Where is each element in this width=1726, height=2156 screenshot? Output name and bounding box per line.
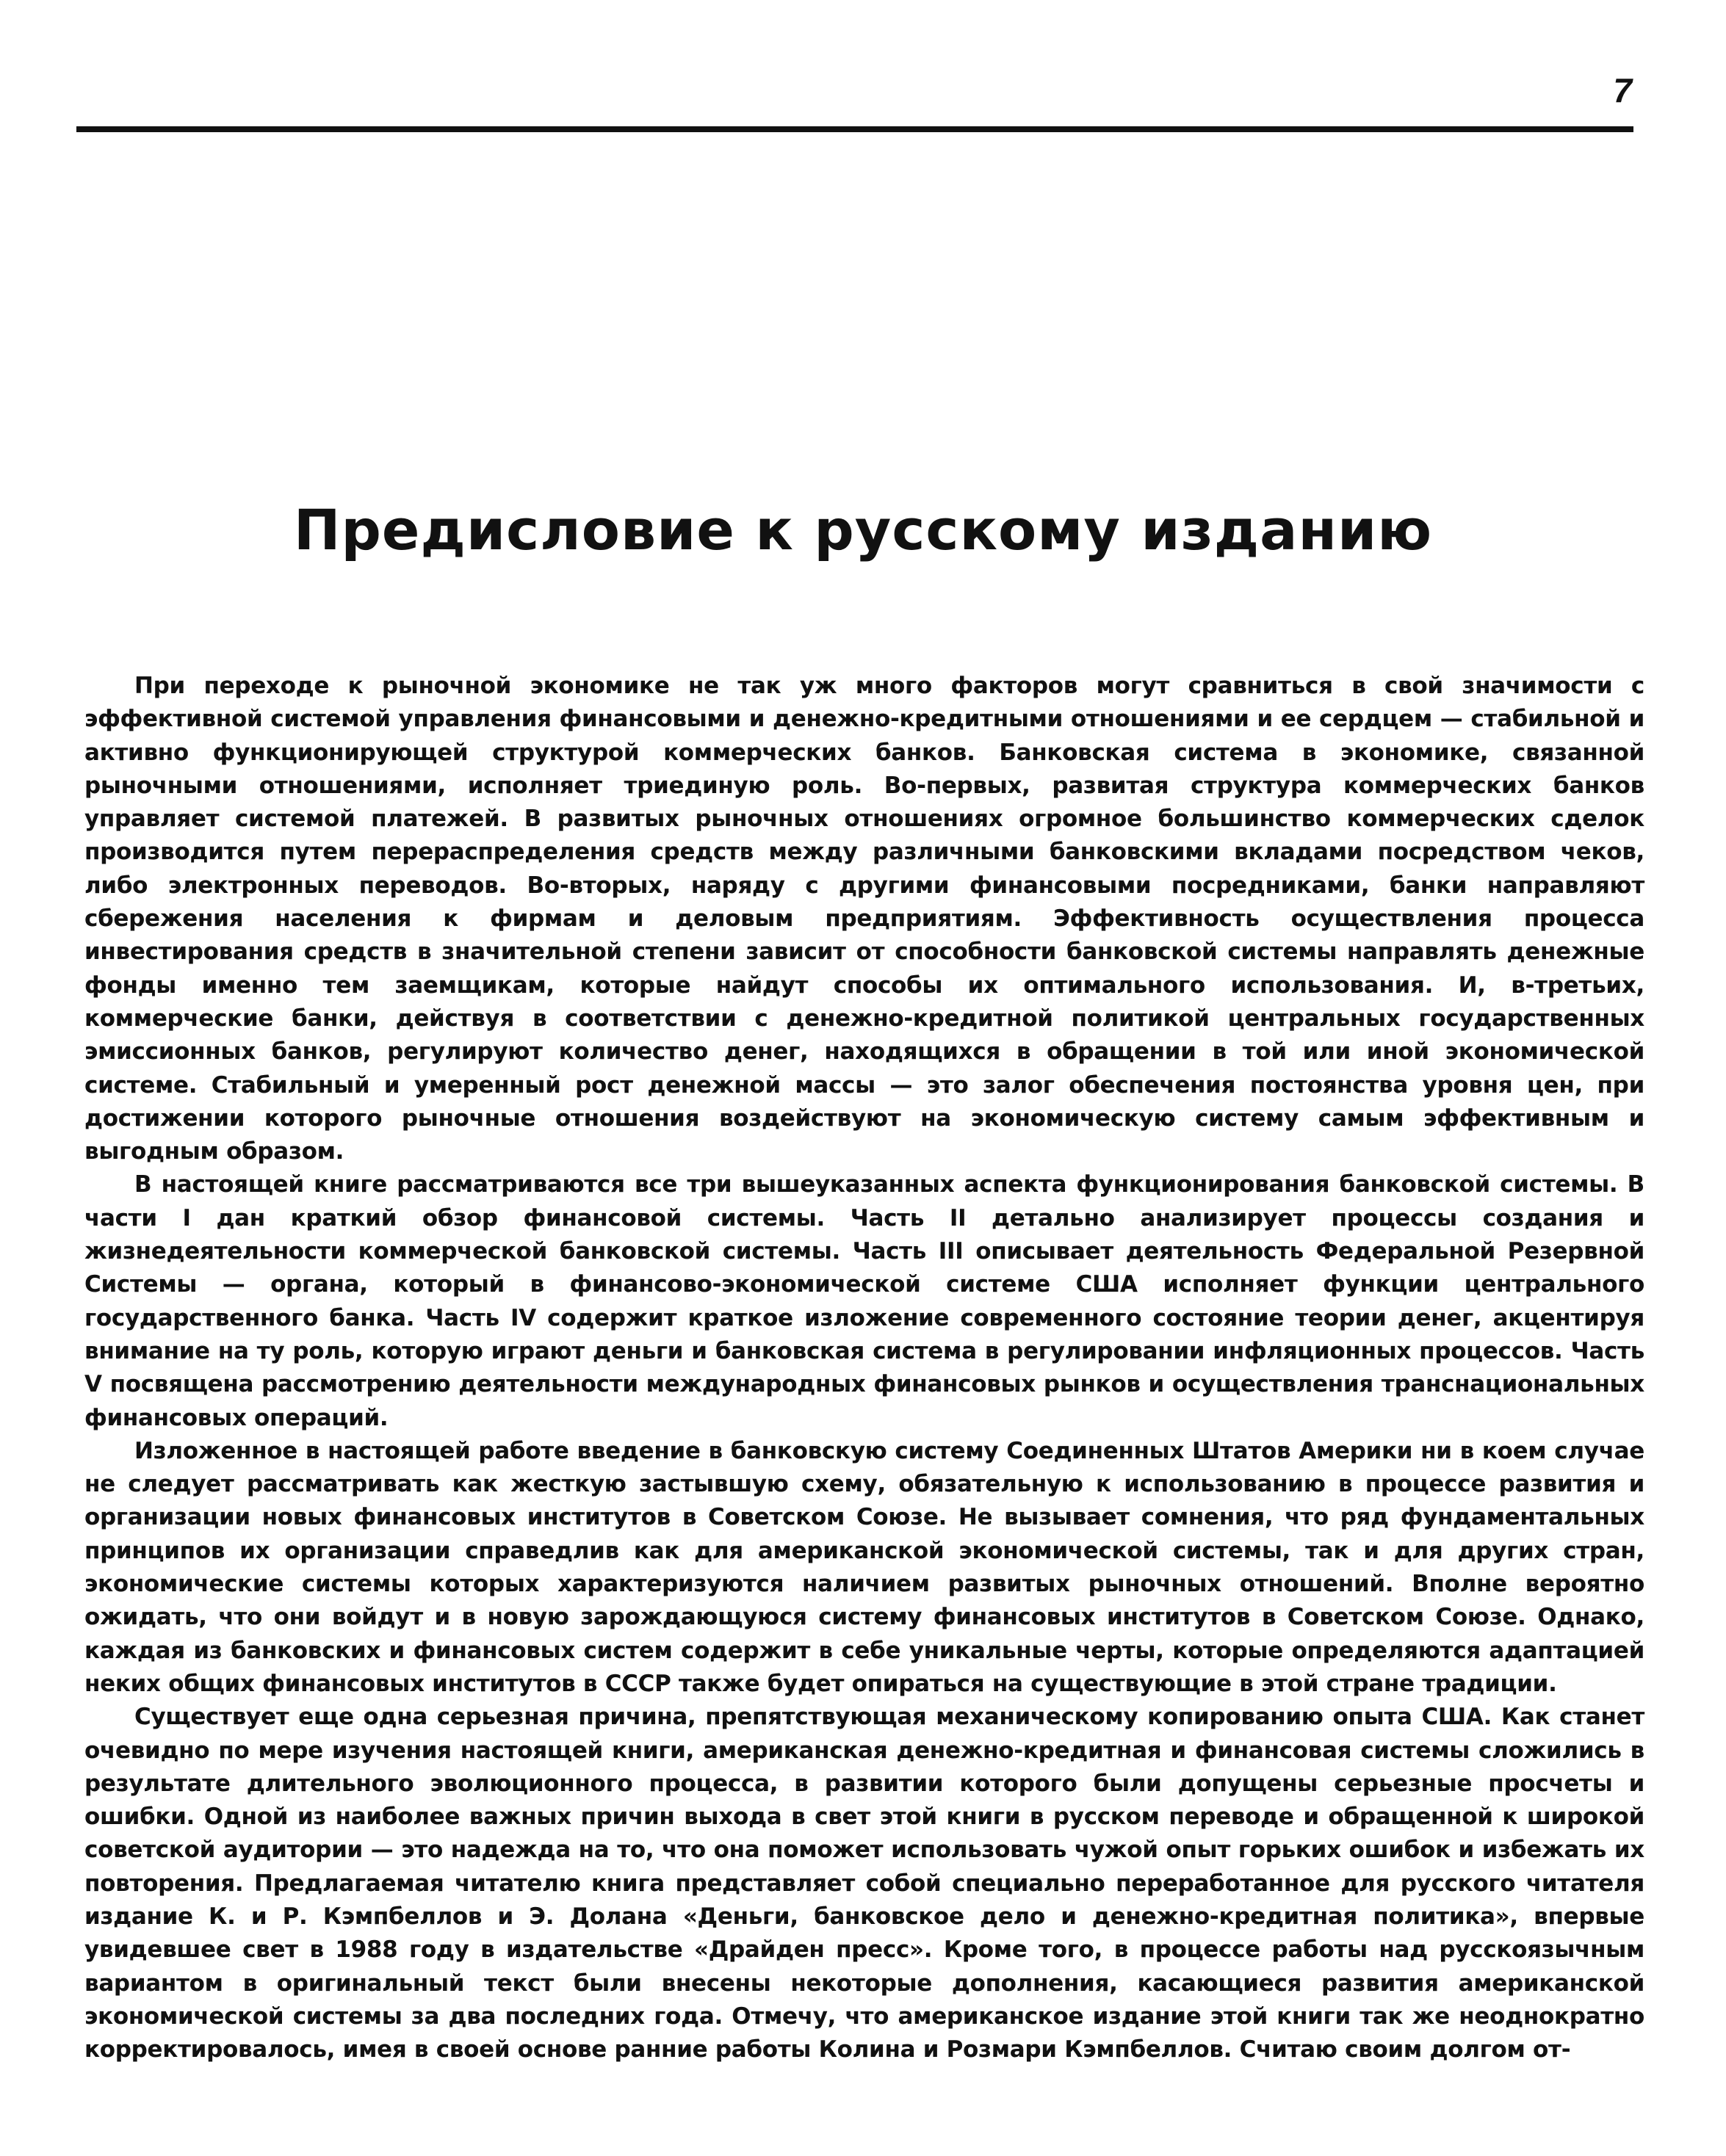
paragraph-1: При переходе к рыночной экономике не так уж много факторов могут сравниться в свой значимости с эффективной системой управления финансовыми и денежно-кредитными отношениями и ее сердцем — стабильной и активно функционирующей структурой коммерческих банков. Банковская система в экономике, связанной рыночными отношениями, исполняет триединую роль. Во-первых, развитая структура коммерческих банков управляет системой платежей. В развитых рыночных отношениях огромное большинство коммерческих сделок производится путем перераспределения средств между различными банковскими вкладами посредством чеков, либо электронных переводов. Во-вторых, наряду с другими финансовыми посредниками, банки направляют сбережения населения к фирмам и деловым предприятиям. Эффективность осуществления процесса инвестирования средств в значительной степени зависит от способности банковской системы направлять денежные фонды именно тем заемщикам, которые найдут способы их оптимального использования. И, в-третьих, коммерческие банки, действуя в соответствии с денежно-кредитной политикой центральных государственных эмиссионных банков, регулируют количество денег, находящихся в обращении в той или иной экономической системе. Стабильный и умеренный рост денежной массы — это залог обеспечения постоянства уровня цен, при достижении которого рыночные отношения воздействуют на экономическую систему самым эффективным и выгодным образом. bbox=[84, 673, 1644, 1165]
paragraph-3: Изложенное в настоящей работе введение в банковскую систему Соединенных Штатов Америки ни в коем случае не следует рассматривать как жесткую застывшую схему, обязательную к использованию в процессе развития и организации новых финансовых институтов в Советском Союзе. Не вызывает сомнения, что ряд фундаментальных принципов их организации справедлив как для американской экономической системы, так и для других стран, экономические системы которых характеризуются наличием развитых рыночных отношений. Вполне вероятно ожидать, что они войдут и в новую зарождающуюся систему финансовых институтов в Советском Союзе. Однако, каждая из банковских и финансовых систем содержит в себе уникальные черты, которые определяются адаптацией неких общих финансовых институтов в СССР также будет опираться на существующие в этой стране традиции. bbox=[84, 1437, 1644, 1697]
body-text bbox=[84, 670, 1644, 2066]
page-number: 7 bbox=[1613, 71, 1632, 109]
chapter-title: Предисловие к русскому изданию bbox=[293, 497, 1433, 562]
header-rule bbox=[76, 126, 1633, 132]
paragraph-2: В настоящей книге рассматриваются все три вышеуказанных аспекта функционирования банковской системы. В части I дан краткий обзор финансовой системы. Часть II детально анализирует процессы создания и жизнедеятельности коммерческой банковской системы. Часть III описывает деятельность Федеральной Резервной Системы — органа, который в финансово-экономической системе США исполняет функции центрального государственного банка. Часть IV содержит краткое изложение современного состояние теории денег, акцентируя внимание на ту роль, которую играют деньги и банковская система в регулировании инфляционных процессов. Часть V посвящена рассмотрению деятельности международных финансовых рынков и осуществления транснациональных финансовых операций. bbox=[84, 1171, 1644, 1431]
paragraph-4: Существует еще одна серьезная причина, препятствующая механическому копированию опыта США. Как станет очевидно по мере изучения настоящей книги, американская денежно-кредитная и финансовая системы сложились в результате длительного эволюционного процесса, в развитии которого были допущены серьезные просчеты и ошибки. Одной из наиболее важных причин выхода в свет этой книги в русском переводе и обращенной к широкой советской аудитории — это надежда на то, что она поможет использовать чужой опыт горьких ошибок и избежать их повторения. Предлагаемая читателю книга представляет собой специально переработанное для русского читателя издание К. и Р. Кэмпбеллов и Э. Долана «Деньги, банковское дело и денежно-кредитная политика», впервые увидевшее свет в 1988 году в издательстве «Драйден пресс». Кроме того, в процессе работы над русскоязычным вариантом в оригинальный текст были внесены некоторые дополнения, касающиеся развития американской экономической системы за два последних года. Отмечу, что американское издание этой книги так же неоднократно корректировалось, имея в своей основе ранние работы Колина и Розмари Кэмпбеллов. Считаю своим долгом от- bbox=[84, 1704, 1644, 2063]
